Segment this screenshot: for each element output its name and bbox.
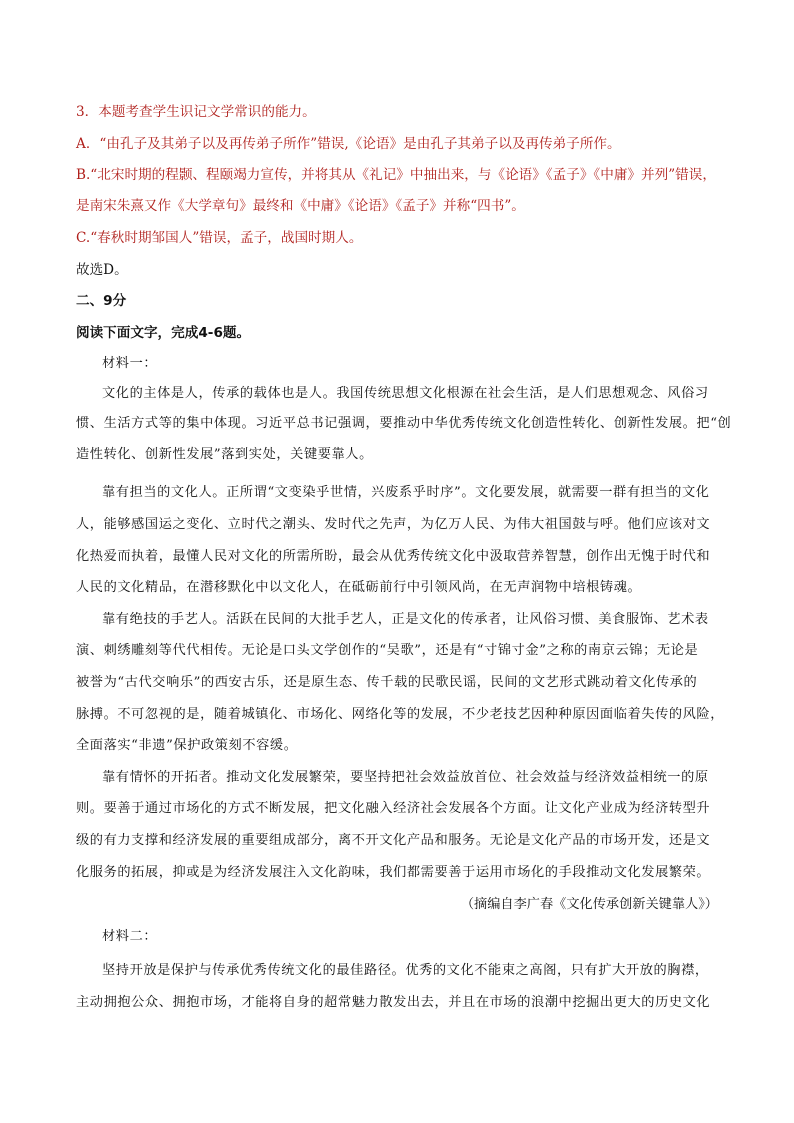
material1-line: 造性转化、创新性发展”落到实处，关键要靠人。	[76, 447, 373, 462]
material1-line: 文化的主体是人，传承的载体也是人。我国传统思想文化根源在社会生活，是人们思想观念、风俗习	[102, 386, 709, 401]
answer-option-a: A．“由孔子及其弟子以及再传弟子所作”错误,《论语》是由孔子其弟子以及再传弟子所作。	[76, 136, 621, 152]
material1-line: 脉搏。不可忽视的是，随着城镇化、市场化、网络化等的发展，不少老技艺因种种原因面临着失传的风险，	[76, 707, 725, 722]
material1-line: 被誉为“古代交响乐”的西安古乐，还是原生态、传千载的民歌民谣，民间的文艺形式跳动着文化传承的	[76, 675, 698, 690]
material1-source: （摘编自李广春《文化传承创新关键靠人》）	[460, 897, 718, 912]
material2-line: 主动拥抱公众、拥抱市场，才能将自身的超常魅力散发出去，并且在市场的浪潮中挖掘出更大的历史文化	[76, 995, 711, 1010]
material1-line: 靠有情怀的开拓者。推动文化发展繁荣，要坚持把社会效益放首位、社会效益与经济效益相统一的原	[102, 770, 709, 785]
material1-line: 化热爱而执着，最懂人民对文化的所需所盼，最会从优秀传统文化中汲取营养智慧，创作出无愧于时代和	[76, 549, 711, 564]
answer-option-b-line1: B.“北宋时期的程颢、程颐竭力宣传，并将其从《礼记》中抽出来，与《论语》《孟子》《中庸》并列”错误，	[76, 167, 716, 183]
section-heading: 二、9分	[76, 293, 127, 309]
material2-line: 坚持开放是保护与传承优秀传统文化的最佳路径。优秀的文化不能束之高阁，只有扩大开放的胸襟，	[102, 963, 709, 978]
section-instruction: 阅读下面文字，完成4-6题。	[76, 325, 251, 341]
material1-line: 演、刺绣雕刻等代代相传。无论是口头文学创作的“吴歌”，还是有“寸锦寸金”之称的南京云锦；无论是	[76, 643, 699, 658]
material1-line: 化服务的拓展，抑或是为经济发展注入文化韵味，我们都需要善于运用市场化的手段推动文化发展繁荣。	[76, 865, 711, 880]
material1-line: 靠有绝技的手艺人。活跃在民间的大批手艺人，正是文化的传承者，让风俗习惯、美食服饰、艺术表	[102, 612, 709, 627]
material1-line: 则。要善于通过市场化的方式不断发展，把文化融入经济社会发展各个方面。让文化产业成为经济转型升	[76, 801, 711, 816]
answer-q3-intro: 3．本题考查学生识记文学常识的能力。	[76, 104, 316, 120]
material1-line: 人民的文化精品，在潜移默化中以文化人，在砥砺前行中引领风尚，在无声润物中培根铸魂。	[76, 580, 642, 595]
answer-option-b-line2: 是南宋朱熹又作《大学章句》最终和《中庸》《论语》《孟子》并称“四书”。	[76, 198, 525, 214]
material1-line: 人，能够感国运之变化、立时代之潮头、发时代之先声，为亿万人民、为伟大祖国鼓与呼。他们应该对文	[76, 517, 711, 532]
material1-label: 材料一：	[102, 356, 158, 371]
material1-line: 靠有担当的文化人。正所谓“文变染乎世情，兴废系乎时序”。文化要发展，就需要一群有担当的文化	[102, 485, 710, 500]
material1-line: 惯、生活方式等的集中体现。习近平总书记强调，要推动中华优秀传统文化创造性转化、创新性发展。把“创	[76, 416, 732, 431]
material1-line: 全面落实“非遗”保护政策刻不容缓。	[76, 738, 298, 753]
answer-choice: 故选D。	[76, 262, 128, 278]
material2-label: 材料二：	[102, 929, 158, 944]
material1-line: 级的有力支撑和经济发展的重要组成部分，离不开文化产品和服务。无论是文化产品的市场开发，还是文	[76, 833, 711, 848]
answer-option-c: C.“春秋时期邹国人”错误，孟子，战国时期人。	[76, 230, 363, 246]
